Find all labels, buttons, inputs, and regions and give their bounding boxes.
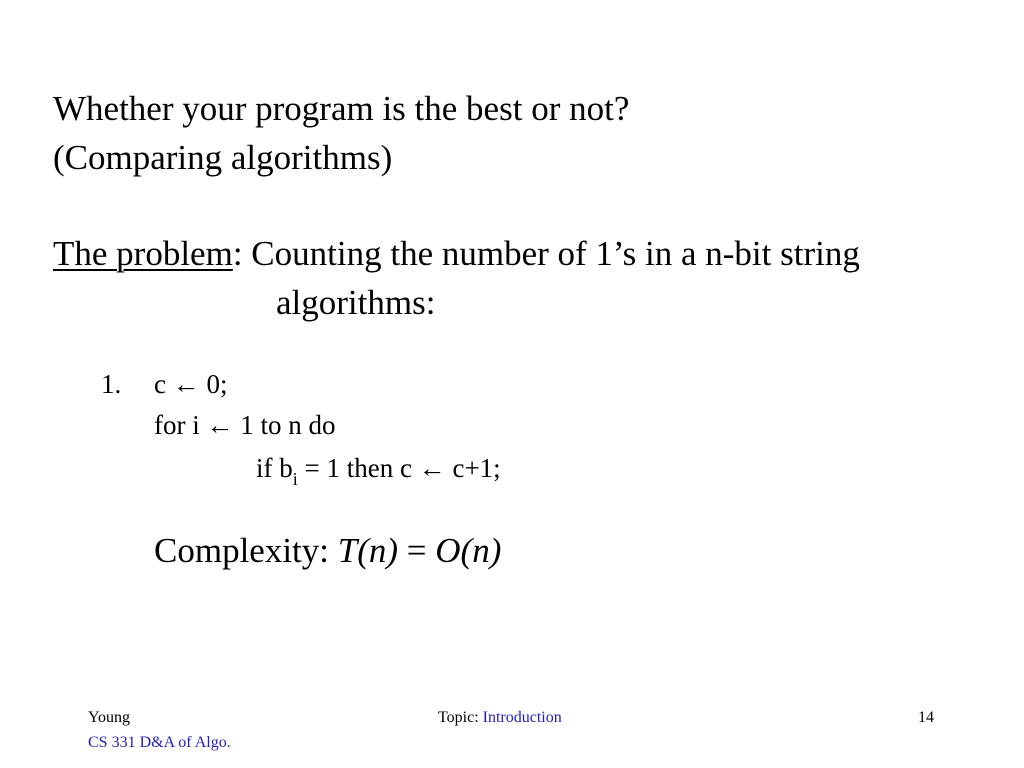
algorithms-label: algorithms: xyxy=(276,283,436,322)
problem-colon: : xyxy=(232,234,243,273)
complexity-rhs: O(n) xyxy=(435,531,502,570)
footer-author: Young xyxy=(88,709,130,726)
algorithm-line-3 xyxy=(256,453,501,489)
algorithm-line-3-prefix: if b xyxy=(256,453,293,483)
problem-description: Counting the number of 1’s in a n-bit string xyxy=(242,234,860,273)
footer-topic-value: Introduction xyxy=(482,709,562,726)
complexity-statement xyxy=(154,533,501,568)
heading-line-2: (Comparing algorithms) xyxy=(53,138,393,177)
algorithm-line-1: c ← 0; xyxy=(154,369,228,399)
algorithm-line-3-subscript: i xyxy=(292,469,298,489)
heading-line-1: Whether your program is the best or not? xyxy=(53,89,630,128)
footer-topic-label: Topic: xyxy=(438,709,483,726)
algorithm-line-2: for i ← 1 to n do xyxy=(154,410,336,440)
footer-page-number: 14 xyxy=(918,709,934,726)
footer-topic xyxy=(438,710,562,726)
complexity-equals: = xyxy=(398,531,436,570)
complexity-label: Complexity: xyxy=(154,531,338,570)
problem-label: The problem xyxy=(53,234,233,273)
problem-statement xyxy=(53,236,860,271)
algorithm-line-3-suffix: = 1 then c ← c+1; xyxy=(297,453,501,483)
algorithm-number: 1. xyxy=(101,369,122,399)
footer-course: CS 331 D&A of Algo. xyxy=(88,734,231,751)
complexity-lhs: T(n) xyxy=(337,531,399,570)
